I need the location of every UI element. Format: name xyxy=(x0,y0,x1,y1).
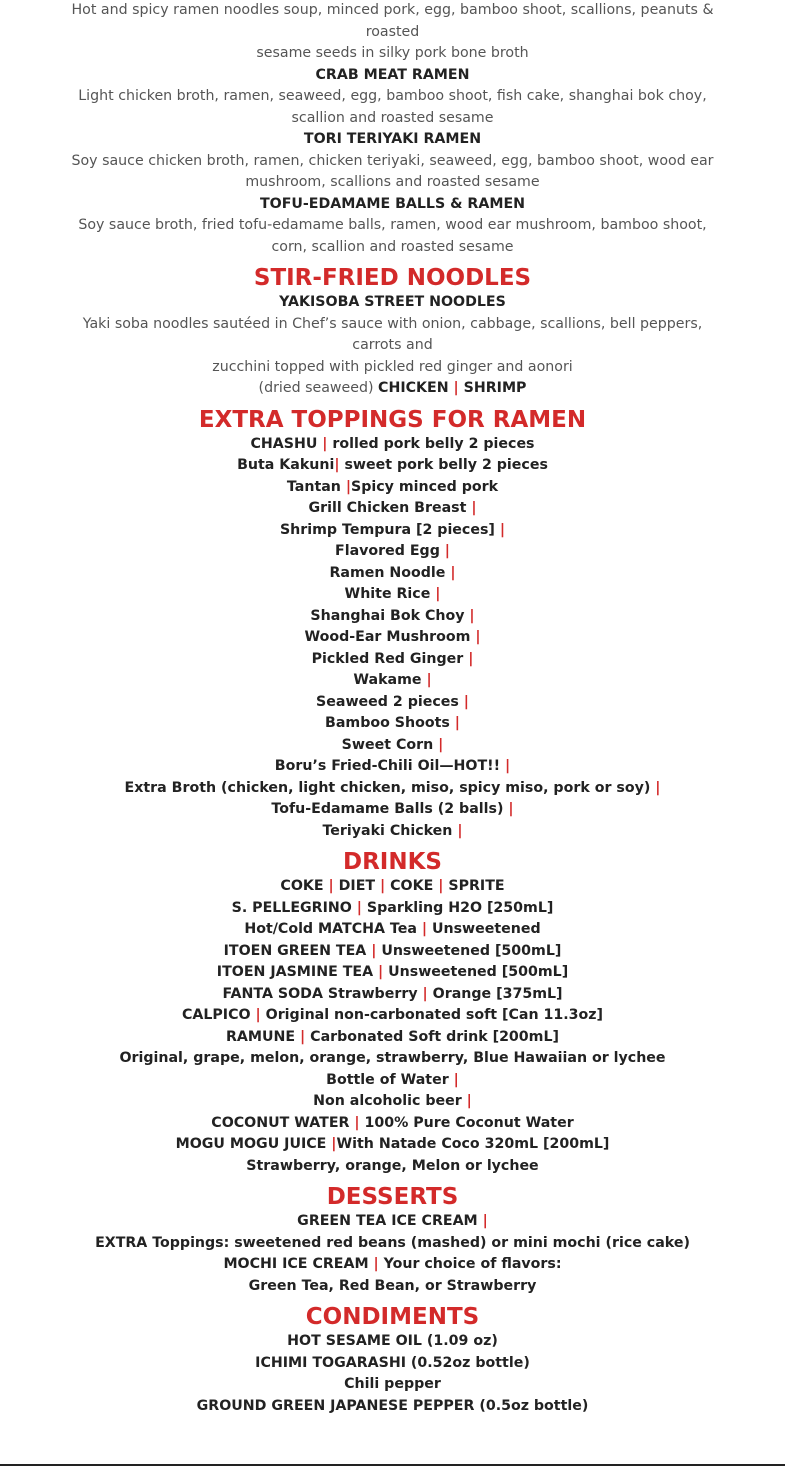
menu-item xyxy=(70,520,715,542)
menu-item xyxy=(70,378,715,400)
menu-item xyxy=(70,692,715,714)
item-text: MOGU MOGU JUICE xyxy=(175,1136,332,1152)
menu-item xyxy=(70,1211,715,1233)
item-description: mushroom, scallions and roasted sesame xyxy=(245,174,540,190)
menu-item xyxy=(70,756,715,778)
item-text: sweet pork belly 2 pieces xyxy=(339,457,548,473)
item-text: Hot/Cold MATCHA Tea xyxy=(244,921,422,937)
price-separator: | xyxy=(482,1213,488,1229)
price-separator: | xyxy=(444,543,450,559)
menu-item xyxy=(70,713,715,735)
menu-item: CRAB MEAT RAMEN xyxy=(315,66,470,83)
item-text: Sweet Corn xyxy=(341,736,439,753)
menu-item xyxy=(70,1005,715,1027)
price-separator: | xyxy=(454,715,460,731)
item-text: 100% Pure Coconut Water xyxy=(359,1114,574,1131)
price-separator: | xyxy=(380,878,386,894)
menu-item: Chili pepper xyxy=(344,1376,441,1392)
item-text: rolled pork belly 2 pieces xyxy=(327,435,535,452)
item-text: Carbonated Soft drink [200mL] xyxy=(305,1028,559,1045)
price-separator: | xyxy=(505,758,511,774)
section-heading: CONDIMENTS xyxy=(305,1304,480,1330)
item-text: SHRIMP xyxy=(458,380,527,396)
item-text: COKE xyxy=(385,878,439,894)
price-separator: | xyxy=(435,586,441,602)
menu-item xyxy=(70,1134,715,1156)
item-text: SPRITE xyxy=(443,878,505,894)
price-separator: | xyxy=(457,822,463,839)
item-text: GREEN TEA ICE CREAM xyxy=(297,1213,483,1229)
section-heading: STIR-FRIED NOODLES xyxy=(253,265,532,291)
menu-item xyxy=(70,962,715,984)
item-text: Unsweetened xyxy=(427,921,541,937)
price-separator: | xyxy=(322,435,328,452)
item-description: carrots and xyxy=(352,337,433,353)
item-text: Spicy minced pork xyxy=(351,478,499,495)
price-separator: | xyxy=(371,942,377,959)
item-text: S. PELLEGRINO xyxy=(231,899,357,916)
item-description: zucchini topped with pickled red ginger and aonori xyxy=(212,358,573,375)
price-separator: | xyxy=(356,899,362,916)
item-text: Shanghai Bok Choy xyxy=(310,607,470,624)
menu-item xyxy=(70,606,715,628)
price-separator: | xyxy=(300,1028,306,1045)
menu-item: YAKISOBA STREET NOODLES xyxy=(279,294,506,310)
item-text: Teriyaki Chicken xyxy=(322,822,458,839)
item-text: RAMUNE xyxy=(225,1028,301,1045)
item-text: Tantan xyxy=(286,478,346,495)
item-text: Original non-carbonated soft [Can 11.3oz] xyxy=(260,1007,604,1023)
menu-item: ICHIMI TOGARASHI (0.52oz bottle) xyxy=(255,1354,530,1371)
item-description: Yaki soba noodles sautéed in Chef’s sauce with onion, cabbage, scallions, bell peppers, xyxy=(82,315,703,332)
item-text: COKE xyxy=(280,878,329,894)
item-text: Tofu-Edamame Balls (2 balls) xyxy=(271,801,509,817)
item-text: Shrimp Tempura [2 pieces] xyxy=(279,521,500,538)
item-text: Grill Chicken Breast xyxy=(308,500,472,516)
menu-item xyxy=(70,876,715,898)
item-text: Boru’s Fried-Chili Oil—HOT!! xyxy=(274,758,506,774)
price-separator: | xyxy=(345,478,352,495)
footer-divider xyxy=(0,1464,785,1466)
item-description: corn, scallion and roasted sesame xyxy=(271,238,514,255)
menu-item xyxy=(70,941,715,963)
price-separator: | xyxy=(475,629,481,645)
menu-item xyxy=(70,627,715,649)
menu-item xyxy=(70,455,715,477)
price-separator: | xyxy=(466,1093,472,1109)
item-text: CALPICO xyxy=(181,1007,256,1023)
price-separator: | xyxy=(499,521,506,538)
menu-item: HOT SESAME OIL (1.09 oz) xyxy=(287,1333,498,1349)
item-text: With Natade Coco 320mL [200mL] xyxy=(336,1136,610,1152)
item-text: ITOEN JASMINE TEA xyxy=(216,964,378,980)
menu-item xyxy=(70,735,715,757)
price-separator: | xyxy=(438,878,444,894)
menu-item: EXTRA Toppings: sweetened red beans (mashed) or mini mochi (rice cake) xyxy=(95,1234,690,1251)
menu-item xyxy=(70,898,715,920)
price-separator: | xyxy=(463,693,469,710)
menu-item xyxy=(70,1070,715,1092)
item-description: Soy sauce chicken broth, ramen, chicken teriyaki, seaweed, egg, bamboo shoot, wood ear xyxy=(71,152,714,169)
menu-item xyxy=(70,778,715,800)
item-description: Hot and spicy ramen noodles soup, minced pork, egg, bamboo shoot, scallions, peanuts & xyxy=(71,2,714,18)
item-text: CHASHU xyxy=(250,435,323,452)
item-text: Buta Kakuni xyxy=(237,457,335,473)
item-text: Ramen Noodle xyxy=(329,564,451,581)
price-separator: | xyxy=(469,607,475,624)
menu-item xyxy=(70,649,715,671)
menu-item xyxy=(70,1091,715,1113)
menu-item xyxy=(70,1254,715,1276)
item-text: FANTA SODA Strawberry xyxy=(222,985,423,1002)
item-text: Unsweetened [500mL] xyxy=(383,964,569,980)
item-description: Soy sauce broth, fried tofu-edamame balls, ramen, wood ear mushroom, bamboo shoot, xyxy=(78,217,707,233)
price-separator: | xyxy=(453,1071,459,1088)
item-text: Wood-Ear Mushroom xyxy=(304,629,476,645)
item-text: Pickled Red Ginger xyxy=(311,650,469,667)
menu-item: TOFU-EDAMAME BALLS & RAMEN xyxy=(259,195,526,212)
section-heading: DRINKS xyxy=(343,849,442,875)
menu-item: Strawberry, orange, Melon or lychee xyxy=(246,1157,539,1174)
item-text: CHICKEN xyxy=(378,380,454,396)
menu-item xyxy=(70,541,715,563)
price-separator: | xyxy=(255,1007,261,1023)
price-separator: | xyxy=(378,964,384,980)
price-separator: | xyxy=(421,921,428,937)
menu-item: TORI TERIYAKI RAMEN xyxy=(303,131,482,147)
menu-item xyxy=(70,821,715,843)
item-text: Seaweed 2 pieces xyxy=(316,693,464,710)
item-text: ITOEN GREEN TEA xyxy=(223,942,372,959)
item-text: White Rice xyxy=(344,586,436,602)
item-description: roasted xyxy=(365,23,420,40)
item-text: Bottle of Water xyxy=(326,1071,454,1088)
menu-item xyxy=(70,434,715,456)
price-separator: | xyxy=(328,878,334,894)
item-text: Extra Broth (chicken, light chicken, miso, spicy miso, pork or soy) xyxy=(124,779,656,796)
price-separator: | xyxy=(334,457,340,473)
item-text: Orange [375mL] xyxy=(427,985,563,1002)
item-text: Wakame xyxy=(353,672,427,688)
item-text: DIET xyxy=(333,878,381,894)
section-heading: EXTRA TOPPINGS FOR RAMEN xyxy=(198,406,587,433)
price-separator: | xyxy=(468,650,474,667)
item-text: Your choice of flavors: xyxy=(378,1256,562,1272)
price-separator: | xyxy=(354,1114,360,1131)
menu-item: GROUND GREEN JAPANESE PEPPER (0.5oz bottle) xyxy=(196,1397,589,1414)
menu-item xyxy=(70,1113,715,1135)
item-text: COCONUT WATER xyxy=(211,1114,355,1131)
item-text: (dried seaweed) xyxy=(258,380,379,396)
menu-item xyxy=(70,670,715,692)
menu-item xyxy=(70,799,715,821)
menu-item xyxy=(70,584,715,606)
price-separator: | xyxy=(450,564,456,581)
item-text: Non alcoholic beer xyxy=(313,1093,467,1109)
item-text: Unsweetened [500mL] xyxy=(376,942,562,959)
menu-item xyxy=(70,498,715,520)
item-description: sesame seeds in silky pork bone broth xyxy=(256,45,529,61)
price-separator: | xyxy=(438,736,444,753)
item-text: Flavored Egg xyxy=(335,543,445,559)
item-description: Light chicken broth, ramen, seaweed, egg, bamboo shoot, fish cake, shanghai bok choy, xyxy=(78,88,707,104)
price-separator: | xyxy=(426,672,432,688)
price-separator: | xyxy=(508,801,514,817)
price-separator: | xyxy=(373,1256,379,1272)
menu-item xyxy=(70,919,715,941)
item-text: MOCHI ICE CREAM xyxy=(223,1256,374,1272)
price-separator: | xyxy=(331,1136,337,1152)
menu-item: Green Tea, Red Bean, or Strawberry xyxy=(248,1277,537,1294)
price-separator: | xyxy=(471,500,477,516)
menu-item xyxy=(70,477,715,499)
item-text: Sparkling H2O [250mL] xyxy=(361,899,554,916)
item-text: Bamboo Shoots xyxy=(325,715,455,731)
item-description: scallion and roasted sesame xyxy=(291,109,494,126)
menu-item xyxy=(70,1027,715,1049)
price-separator: | xyxy=(422,985,428,1002)
menu-item xyxy=(70,984,715,1006)
price-separator: | xyxy=(655,779,661,796)
menu-item: Original, grape, melon, orange, strawberry, Blue Hawaiian or lychee xyxy=(119,1050,666,1066)
menu-item xyxy=(70,563,715,585)
section-heading: DESSERTS xyxy=(326,1184,459,1210)
price-separator: | xyxy=(453,380,459,396)
